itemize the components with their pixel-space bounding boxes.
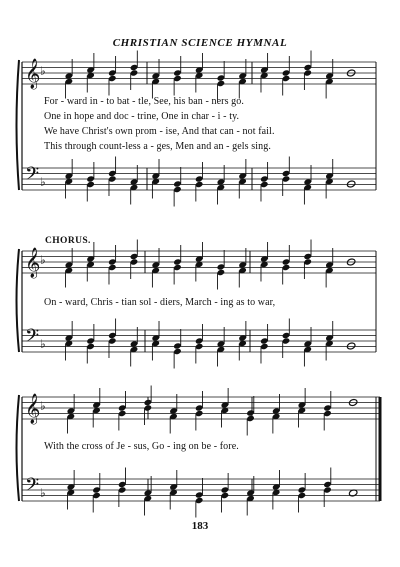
brace xyxy=(17,395,20,501)
running-title: CHRISTIAN SCIENCE HYMNAL xyxy=(112,37,288,49)
flat-sign: ♭ xyxy=(40,175,46,189)
half-note-head xyxy=(346,180,355,188)
treble-clef: 𝄞 xyxy=(25,59,41,89)
flat-sign: ♭ xyxy=(40,337,46,351)
system-2 xyxy=(17,240,377,369)
flat-sign: ♭ xyxy=(40,399,46,413)
final-bar xyxy=(379,397,382,501)
flat-sign: ♭ xyxy=(40,253,46,267)
system-1 xyxy=(17,51,377,207)
page-number: 183 xyxy=(191,520,209,532)
bass-clef: 𝄢 xyxy=(25,164,40,189)
verse-line-4: This through count-less a - ges, Men and an - gels sing. xyxy=(44,141,271,152)
chorus-line-1: On - ward, Chris - tian sol - diers, March - ing as to war, xyxy=(44,297,276,308)
brace xyxy=(17,249,20,352)
flat-sign: ♭ xyxy=(40,486,46,500)
flat-sign: ♭ xyxy=(40,64,46,78)
chorus-label: CHORUS. xyxy=(45,236,91,246)
half-note-head xyxy=(346,342,355,350)
system-3 xyxy=(17,386,382,518)
bass-clef: 𝄢 xyxy=(25,326,40,351)
bass-clef: 𝄢 xyxy=(25,475,40,500)
treble-clef: 𝄞 xyxy=(25,248,41,278)
verse-line-3: We have Christ's own prom - ise, And that can - not fail. xyxy=(44,126,275,137)
verse-line-1: For - ward in - to bat - tle, See, his ban - ners go. xyxy=(44,96,244,107)
brace xyxy=(17,60,20,190)
treble-clef: 𝄞 xyxy=(25,394,41,424)
verse-line-2: One in hope and doc - trine, One in char - i - ty. xyxy=(44,111,240,122)
chorus-line-2: With the cross of Je - sus, Go - ing on be - fore. xyxy=(44,441,239,452)
